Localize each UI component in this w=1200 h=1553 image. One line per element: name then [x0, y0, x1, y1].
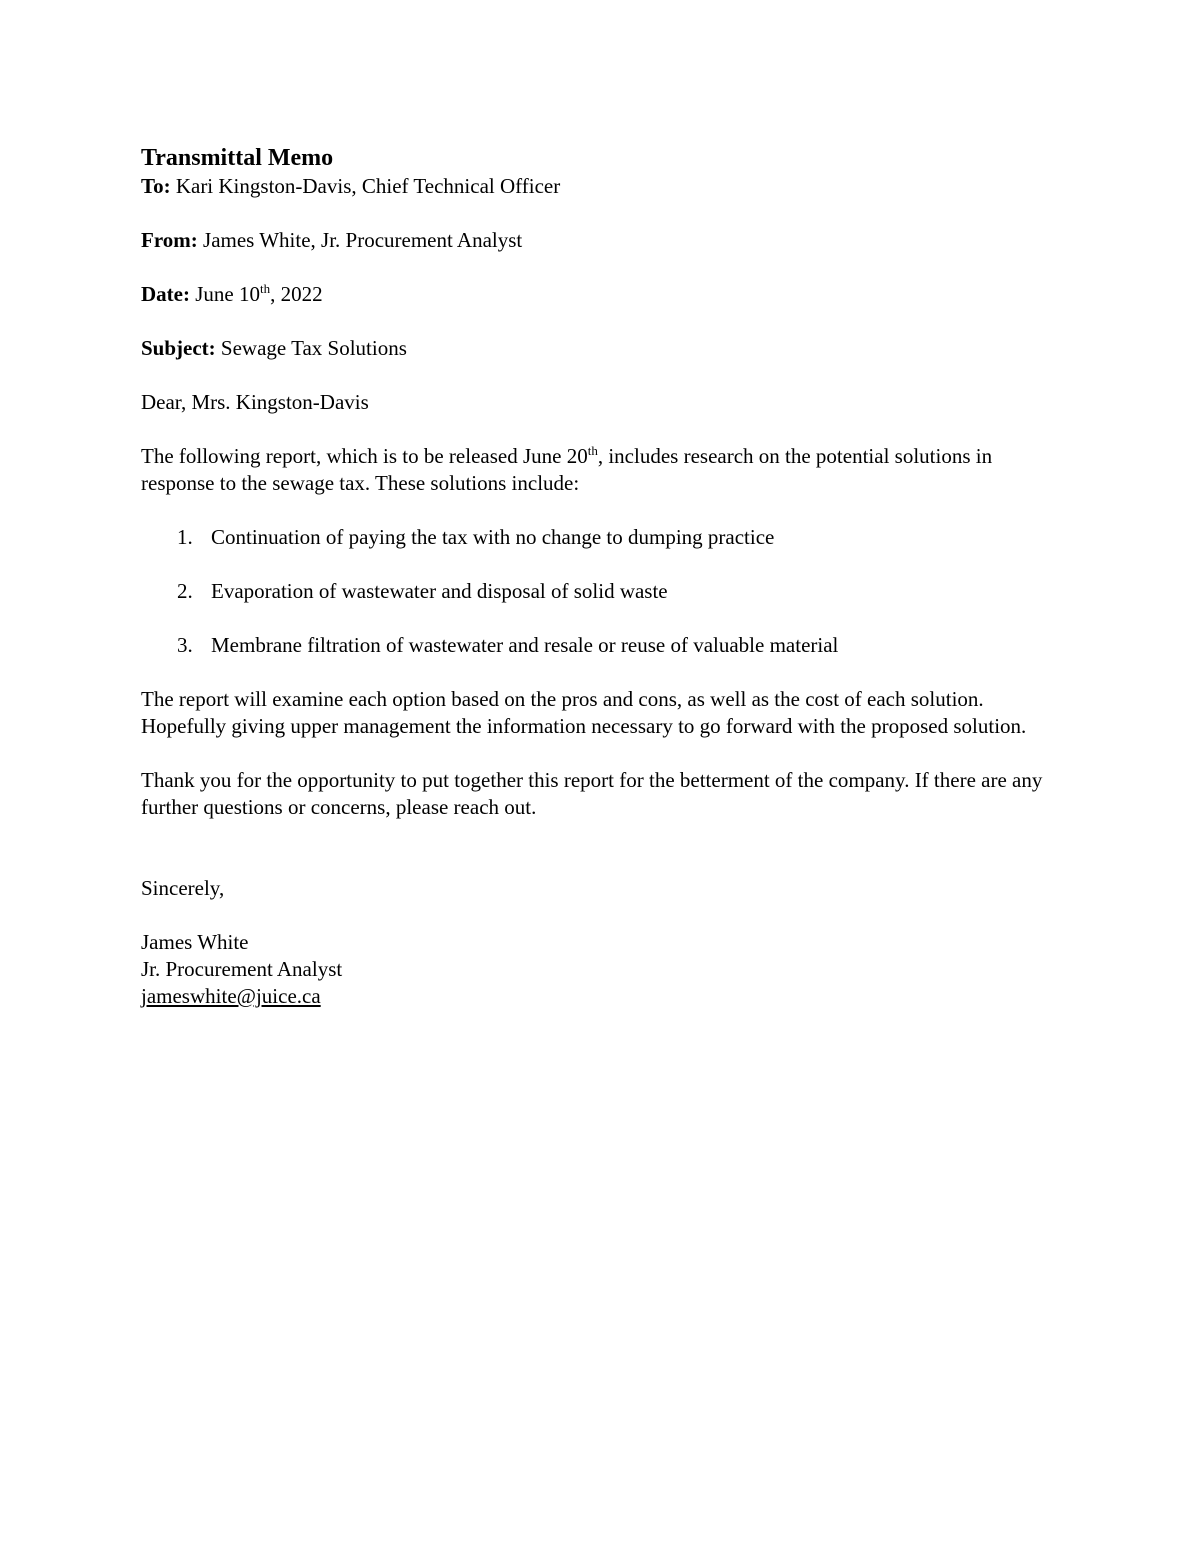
to-label: To: — [141, 174, 171, 198]
intro-ordinal: th — [587, 443, 598, 458]
date-value-main: June 10 — [195, 282, 260, 306]
list-item — [141, 524, 1061, 551]
solutions-list — [141, 524, 1061, 659]
list-item-number: 3. — [177, 633, 193, 657]
date-ordinal: th — [259, 281, 271, 296]
memo-to-line — [141, 173, 1061, 200]
list-item-text: Continuation of paying the tax with no change to dumping practice — [211, 525, 775, 549]
list-item-text: Evaporation of wastewater and disposal of solid waste — [211, 579, 668, 603]
to-value: Kari Kingston-Davis, Chief Technical Officer — [175, 174, 561, 198]
date-value — [195, 282, 322, 306]
list-item-number: 1. — [177, 525, 193, 549]
memo-date-line — [141, 281, 1061, 308]
closing: Sincerely, — [141, 876, 225, 900]
subject-label: Subject: — [141, 336, 216, 360]
thanks-paragraph: Thank you for the opportunity to put together this report for the betterment of the company. If there are any further questions or concerns, please reach out. — [141, 768, 1043, 819]
list-item — [141, 578, 1061, 605]
memo-title: Transmittal Memo — [141, 145, 334, 171]
email-link[interactable]: jameswhite@juice.ca — [141, 984, 321, 1008]
list-item — [141, 632, 1061, 659]
intro-paragraph — [141, 443, 1061, 497]
date-year: , 2022 — [270, 282, 323, 306]
examine-paragraph: The report will examine each option based on the pros and cons, as well as the cost of each solution. Hopefully giving upper management the information necessary to go forward with the proposed solution. — [141, 687, 1027, 738]
from-value: James White, Jr. Procurement Analyst — [203, 228, 523, 252]
list-item-number: 2. — [177, 579, 193, 603]
date-label: Date: — [141, 282, 190, 306]
intro-text-end: , includes research on the potential solutions in response to the sewage tax. These solutions include: — [141, 444, 993, 495]
signature-block — [141, 929, 1061, 1010]
subject-value: Sewage Tax Solutions — [220, 336, 407, 360]
memo-from-line — [141, 227, 1061, 254]
salutation: Dear, Mrs. Kingston-Davis — [141, 390, 369, 414]
from-label: From: — [141, 228, 198, 252]
signature-role: Jr. Procurement Analyst — [141, 957, 343, 981]
memo-subject-line — [141, 335, 1061, 362]
memo-content — [141, 143, 1061, 1010]
list-item-text: Membrane filtration of wastewater and resale or reuse of valuable material — [211, 633, 839, 657]
intro-text-start: The following report, which is to be released June 20 — [141, 444, 588, 468]
signature-name: James White — [141, 930, 249, 954]
